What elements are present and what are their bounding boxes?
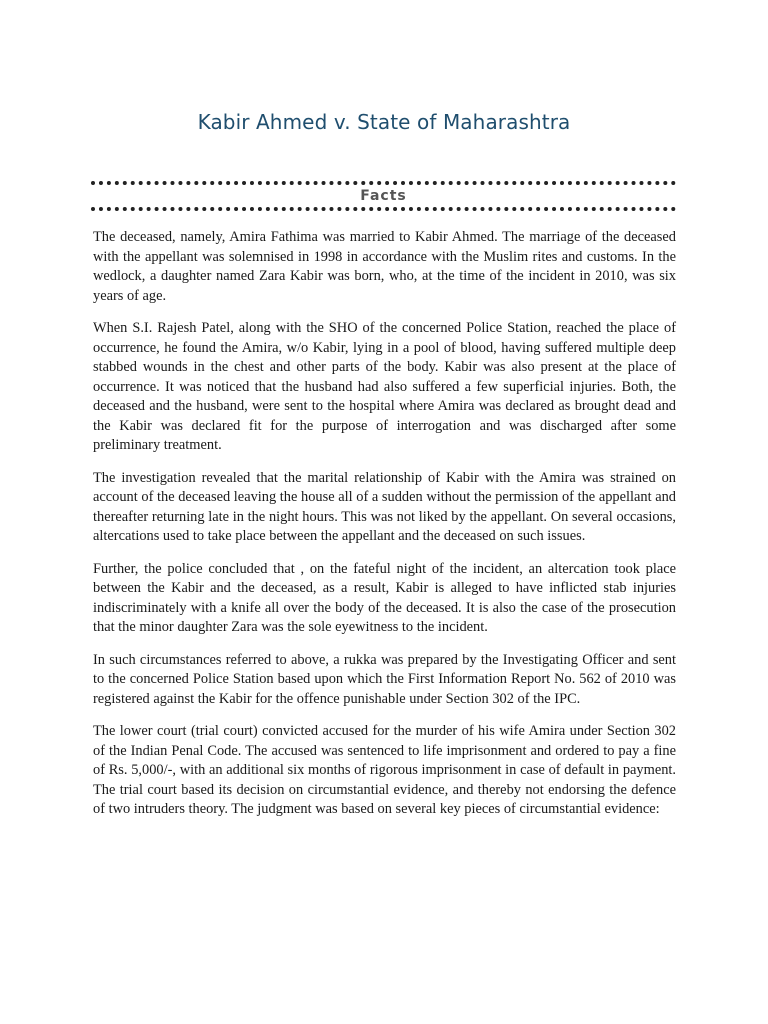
paragraph: When S.I. Rajesh Patel, along with the SHO of the concerned Police Station, reached the place of occurrence, he found the Amira, w/o Kabir, lying in a pool of blood, having suffered multiple deep stabbed wounds in the chest and other parts of the body. Kabir was also present at the place of occurrence. It was noticed that the husband had also suffered a few superficial injuries. Both, the deceased and the husband, were sent to the hospital where Amira was declared as brought dead and the Kabir was declared fit for the purpose of interrogation and was discharged after some preliminary treatment.	[93, 320, 676, 453]
bottom-dotted-divider	[91, 207, 676, 211]
section-header	[91, 181, 676, 211]
paragraph: The lower court (trial court) convicted accused for the murder of his wife Amira under Section 302 of the Indian Penal Code. The accused was sentenced to life imprisonment and ordered to pay a fine of Rs. 5,000/-, with an additional six months of rigorous imprisonment in case of default in payment. The trial court based its decision on circumstantial evidence, and thereby not endorsing the defence of two intruders theory. The judgment was based on several key pieces of circumstantial evidence:	[93, 723, 676, 817]
paragraph: In such circumstances referred to above, a rukka was prepared by the Investigating Officer and sent to the concerned Police Station based upon which the First Information Report No. 562 of 2010 was registered against the Kabir for the offence punishable under Section 302 of the IPC.	[93, 651, 676, 707]
paragraph: The investigation revealed that the marital relationship of Kabir with the Amira was strained on account of the deceased leaving the house all of a sudden without the permission of the appellant and thereafter returning late in the night hours. This was not liked by the appellant. On several occasions, altercations used to take place between the appellant and the deceased on such issues.	[93, 469, 676, 544]
section-heading: Facts	[360, 188, 407, 204]
document-title: Kabir Ahmed v. State of Maharashtra	[197, 110, 571, 134]
document-body	[93, 228, 676, 833]
paragraph: Further, the police concluded that , on the fateful night of the incident, an altercation took place between the Kabir and the deceased, as a result, Kabir is alleged to have inflicted stab injuries indiscriminately with a knife all over the body of the deceased. It is also the case of the prosecution that the minor daughter Zara was the sole eyewitness to the incident.	[93, 560, 676, 635]
paragraph: The deceased, namely, Amira Fathima was married to Kabir Ahmed. The marriage of the deceased with the appellant was solemnised in 1998 in accordance with the Muslim rites and customs. In the wedlock, a daughter named Zara Kabir was born, who, at the time of the incident in 2010, was six years of age.	[93, 229, 676, 304]
